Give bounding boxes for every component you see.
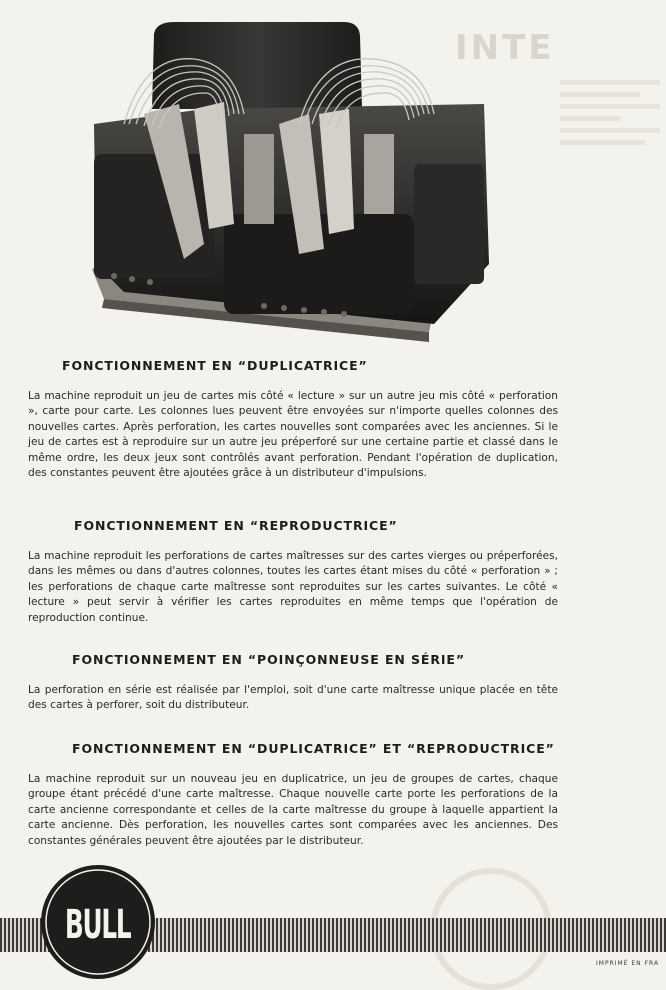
section-body: La machine reproduit un jeu de cartes mis côté « lecture » sur un autre jeu mis côté « perforation », carte pour carte. Les colonnes lues peuvent être envoyées sur n'importe quelles colonnes des nouvelles cartes. Après perforation, les cartes nouvelles sont comparées avec les anciennes. Si le jeu de cartes est à reproduire sur un autre jeu préperforé sur une certaine partie et classé dans le même ordre, les deux jeux sont contrôlés avant perforation. Pendant l'opération de duplication, des constantes peuvent être ajoutées grâce à un distributeur d'impulsions. [28,390,558,480]
bleed-through-text [560,80,660,152]
section-duplicatrice-reproductrice [28,741,558,849]
section-duplicatrice [28,358,558,481]
section-body: La perforation en série est réalisée par l'emploi, soit d'une carte maîtresse unique placée en tête des cartes à perforer, soit du distributeur. [28,684,558,712]
bull-logo [40,864,156,980]
machine-photo [84,14,494,344]
section-reproductrice [28,518,558,626]
section-heading: FONCTIONNEMENT EN “DUPLICATRICE” ET “REPRODUCTRICE” [72,741,555,756]
section-heading: FONCTIONNEMENT EN “POINÇONNEUSE EN SÉRIE” [72,652,465,667]
section-body: La machine reproduit sur un nouveau jeu en duplicatrice, un jeu de groupes de cartes, chaque groupe étant précédé d'une carte maîtresse. Chaque nouvelle carte porte les perforations de la carte ancienne correspondante et celles de la carte maîtresse du groupe à laquelle appartient la carte ancienne. Dès perforation, les nouvelles cartes sont comparées avec les anciennes. Des constantes générales peuvent être ajoutées par le distributeur. [28,773,558,847]
section-body: La machine reproduit les perforations de cartes maîtresses sur des cartes vierges ou préperforées, dans les mêmes ou dans d'autres colonnes, toutes les cartes étant mises du côté « perforation » ; les perforations de chaque carte maîtresse sont reproduites sur les cartes suivantes. Le côté « lecture » peut servir à vérifier les cartes reproduites en même temps que l'opération de reproduction continue. [28,550,558,624]
section-heading: FONCTIONNEMENT EN “REPRODUCTRICE” [74,518,398,533]
section-poinconneuse [28,652,558,714]
section-heading: FONCTIONNEMENT EN “DUPLICATRICE” [62,358,368,373]
bleed-through-title: INTE [455,28,555,68]
logo-text: BULL [64,900,131,948]
imprint-text: IMPRIMÉ EN FRA [596,960,660,967]
